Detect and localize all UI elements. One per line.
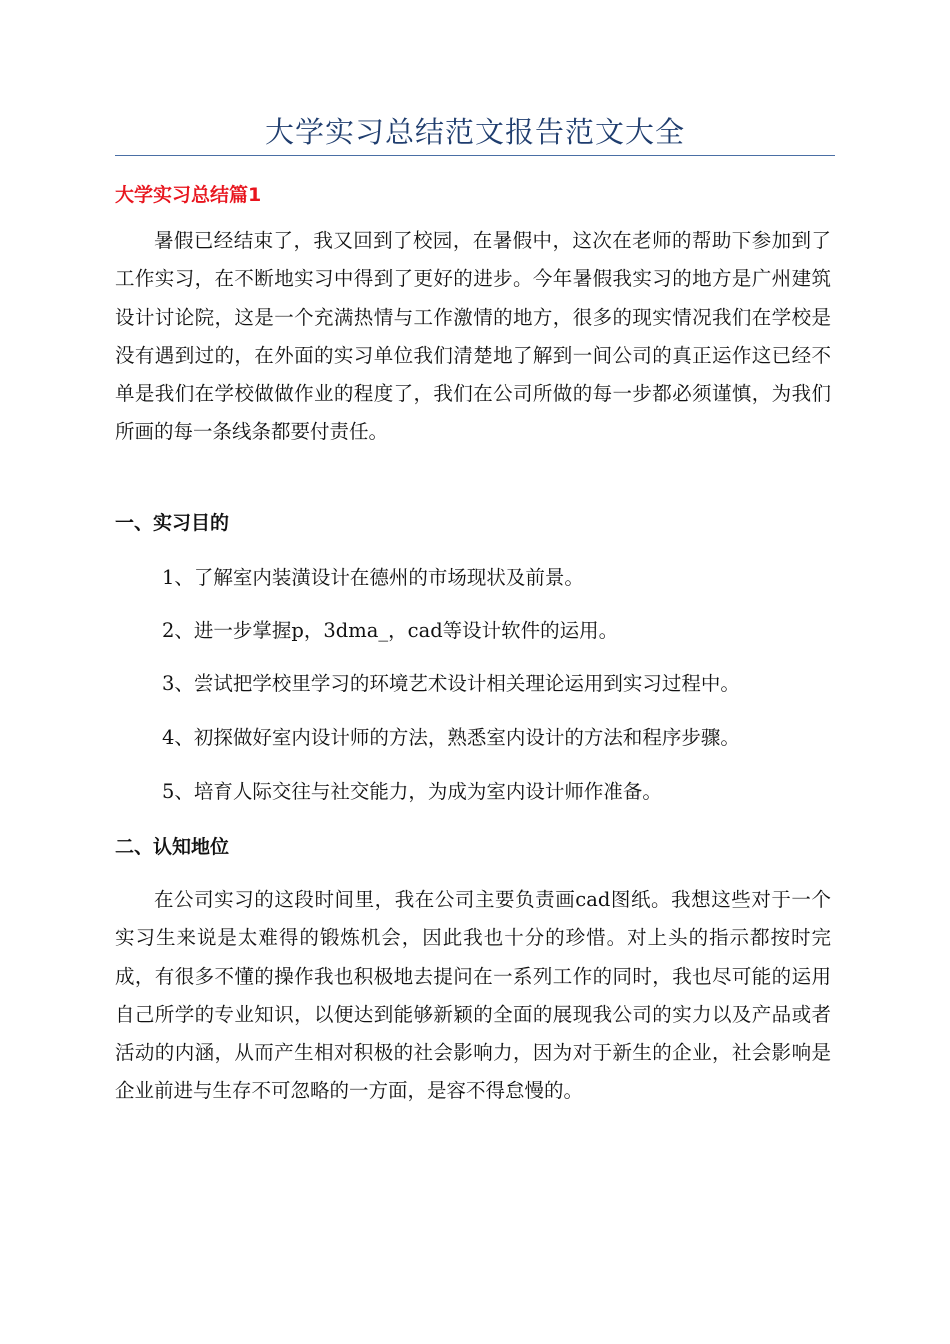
purpose-item: 1、了解室内装潢设计在德州的市场现状及前景。 (162, 566, 584, 589)
purpose-item: 5、培育人际交往与社交能力，为成为室内设计师作准备。 (162, 780, 662, 803)
title-underline (115, 155, 835, 156)
purpose-item: 3、尝试把学校里学习的环境艺术设计相关理论运用到实习过程中。 (162, 672, 740, 695)
intro-paragraph: 暑假已经结束了，我又回到了校园，在暑假中，这次在老师的帮助下参加到了工作实习，在不断地实习中得到了更好的进步。今年暑假我实习的地方是广州建筑设计讨论院，这是一个充满热情与工作激情的地方，很多的现实情况我们在学校是没有遇到过的，在外面的实习单位我们清楚地了解到一间公司的真正运作这已经不单是我们在学校做做作业的程度了，我们在公司所做的每一步都必须谨慎，为我们所画的每一条线条都要付责任。 (115, 229, 831, 444)
purpose-item: 2、进一步掌握p，3dma_，cad等设计软件的运用。 (162, 619, 619, 642)
heading-position: 二、认知地位 (115, 836, 230, 858)
heading-purpose: 一、实习目的 (115, 512, 230, 534)
purpose-item: 4、初探做好室内设计师的方法，熟悉室内设计的方法和程序步骤。 (162, 726, 740, 749)
section-title: 大学实习总结篇1 (115, 184, 262, 206)
position-paragraph: 在公司实习的这段时间里，我在公司主要负责画cad图纸。我想这些对于一个实习生来说是太难得的锻炼机会，因此我也十分的珍惜。对上头的指示都按时完成，有很多不懂的操作我也积极地去提问在一系列工作的同时，我也尽可能的运用自己所学的专业知识，以便达到能够新颖的全面的展现我公司的实力以及产品或者活动的内涵，从而产生相对积极的社会影响力，因为对于新生的企业，社会影响是企业前进与生存不可忽略的一方面，是容不得怠慢的。 (115, 888, 831, 1103)
document-title: 大学实习总结范文报告范文大全 (264, 115, 685, 149)
